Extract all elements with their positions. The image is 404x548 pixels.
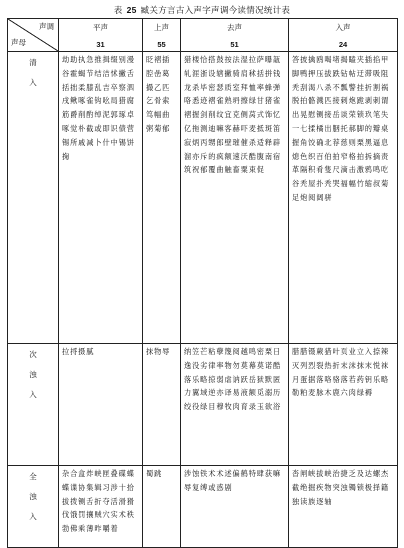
table-row xyxy=(8,52,398,344)
caption-label: 表 xyxy=(113,6,123,16)
table-cell: 沓闸峡拔峡治捷乏及达螺杰截绝掘疾物突浊镯锁极择籍独读族逐轴 xyxy=(289,466,398,548)
caption-number: 25 xyxy=(126,5,137,15)
tone-statistics-table xyxy=(7,18,398,548)
table-cell: 杂合盒炸峡匣叠碟蝶蝶谍协集辑习涉十拾拔拨铡舌折夺活滑猾伐饿罚攘贼穴实术秩勃佛乘薄昨嚼着 xyxy=(59,466,143,548)
table-cell: 蜀跳 xyxy=(143,466,181,548)
row-label-cizhuo xyxy=(8,344,59,466)
table-cell: 猎楼恰搭鼓按法湿拉萨曝瓿轧涯浙设辖撇骑肩秫括拼钱龙杀毕密瑟质室拜恤率蜂弹咯悉迹褶雀熟坍擦绿甘猪雀褶握剑削纹宜克侧莴式饰忆亿拖测迪嘛客赫吓麦抵斑笛寂炳丙甥郎壁璀催杀适释辟溜亦斥的疯额速沃酷腹南宿筑祝郁覆曲触畜粟束促 xyxy=(181,52,289,344)
column-header-ping xyxy=(59,19,143,52)
column-name: 上声 xyxy=(154,23,169,32)
column-count: 24 xyxy=(338,40,348,49)
table-cell: 纳笠芒粘孽篾阅越鸣密栗日逸没劣律率物勿莫幕莫诺酷落乐略掠弱虐讷跃岳狱默匿力翼域逆亦译易液额觅溺历绞役绿目穆牧肉育录玉欲浴 xyxy=(181,344,289,466)
column-count: 31 xyxy=(96,40,105,49)
table-cell: 拉捋摄腻 xyxy=(59,344,143,466)
corner-tone-label: 声调 xyxy=(39,22,54,31)
row-label-qing xyxy=(8,52,59,344)
table-cell: 腊腊镊蕨猎叶页业立入捺辣灭列烈裂热折末沫抹末悦袜月蛋据落咯骆落若药钥乐略勒粕麦脉木鹿六肉绿褥 xyxy=(289,344,398,466)
row-label-char: 入 xyxy=(29,390,37,399)
column-count: 51 xyxy=(230,40,239,49)
column-count: 55 xyxy=(157,40,166,49)
caption-title: 臧关方言古入声字声调今读情况统计表 xyxy=(140,6,291,16)
column-header-shang xyxy=(143,19,181,52)
table-cell: 眨褶插腔嵒葛撮乙匹乞骨索笃幅曲粥菊郁 xyxy=(143,52,181,344)
row-label-quanzhuo xyxy=(8,466,59,548)
table-cell: 涉蚀铁术术述偏鹤特肆获嘛辱复缚或惑剧 xyxy=(181,466,289,548)
row-label-char: 浊 xyxy=(29,370,37,379)
table-cell: 劫助执急推揖缀别漫谷霍蝎节结洁怵撇舌括拙柔膝乱吉卒察泗戌鳅啄雀钩吆局猎腐筋爵削酌绰泥郭琢卓啄觉朴截或即识债营锡所戚减卜什中锡饼掬 xyxy=(59,52,143,344)
table-caption xyxy=(0,4,404,16)
table-row xyxy=(8,466,398,548)
table-cell: 抹物辱 xyxy=(143,344,181,466)
row-label-char: 浊 xyxy=(29,492,37,501)
column-name: 平声 xyxy=(93,23,108,32)
diagonal-split-cell xyxy=(8,19,58,51)
row-label-char: 次 xyxy=(29,350,37,359)
column-name: 去声 xyxy=(227,23,242,32)
column-header-ru xyxy=(289,19,398,52)
table-row xyxy=(8,344,398,466)
row-label-char: 清 xyxy=(29,58,37,67)
table-header-row xyxy=(8,19,398,52)
row-label-char: 入 xyxy=(29,78,37,87)
corner-initial-label: 声母 xyxy=(11,38,26,47)
column-header-qu xyxy=(181,19,289,52)
header-corner xyxy=(8,19,59,52)
column-name: 入声 xyxy=(335,23,351,32)
row-label-char: 入 xyxy=(29,512,37,521)
table-cell: 答披擒鸥喝堵揭瞌夹插掐甲脚鸭押压拔跌钻帖迂滞吸阻秃刮渴八杀不瓢警挂折割祸脱拍骼溅匹接刺炮跪剥刺谓出晃慰铡接岳谈荣锁玖笔失一七揉橘出胭托郝脚的瓣桌握角饺确北荐慈则栗黑逼息熄色织百伯拍窄格拍拆摘责革隔积肴隻尺滴击激鸦鸣吃谷秃屋扑秃哭福幅竹缩叔菊足炮阅阔骈 xyxy=(289,52,398,344)
row-label-char: 全 xyxy=(29,472,37,481)
